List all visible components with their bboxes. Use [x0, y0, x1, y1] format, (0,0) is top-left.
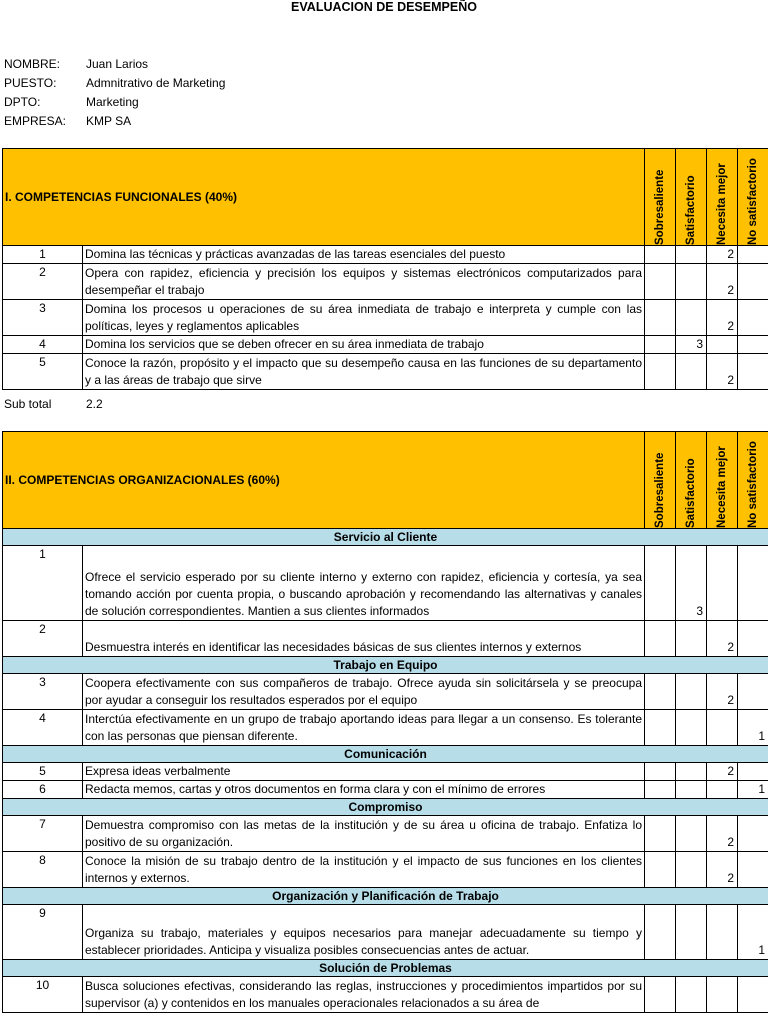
rating-cell — [738, 354, 768, 390]
rating-column-header — [676, 149, 707, 246]
section-header-row — [3, 432, 768, 529]
info-label: DPTO: — [4, 95, 41, 109]
rating-cell — [645, 354, 676, 390]
table-row — [3, 546, 768, 621]
rating-cell — [676, 781, 707, 799]
category-row — [3, 888, 768, 905]
rating-cell — [645, 977, 676, 1013]
table-row — [3, 710, 768, 746]
table-row — [3, 781, 768, 799]
rating-cell — [738, 816, 768, 852]
rating-cell — [676, 246, 707, 264]
rating-cell — [645, 546, 676, 621]
info-label: NOMBRE: — [4, 57, 61, 71]
item-number: 1 — [3, 546, 83, 621]
rating-cell — [738, 621, 768, 657]
rating-cell — [707, 546, 738, 621]
info-value: Marketing — [86, 95, 139, 109]
rating-cell: 1 — [738, 905, 768, 960]
rating-cell — [676, 621, 707, 657]
rating-column-label: Sobresaliente — [654, 169, 666, 245]
category-title: Trabajo en Equipo — [3, 657, 768, 674]
item-number: 7 — [3, 816, 83, 852]
section-header-row — [3, 149, 768, 246]
rating-cell — [645, 621, 676, 657]
rating-cell — [676, 710, 707, 746]
item-description: Domina las técnicas y prácticas avanzadas de las tareas esenciales del puesto — [83, 246, 645, 264]
category-title: Organización y Planificación de Trabajo — [3, 888, 768, 905]
rating-cell — [645, 763, 676, 781]
rating-column-header — [676, 432, 707, 529]
item-description: Domina los procesos u operaciones de su área inmediata de trabajo e interpreta y cumple con las políticas, leyes y reglamentos aplicables — [83, 300, 645, 336]
table-row — [3, 300, 768, 336]
rating-cell — [676, 852, 707, 888]
rating-cell: 2 — [707, 264, 738, 300]
item-description: Desmuestra interés en identificar las necesidades básicas de sus clientes internos y externos — [83, 621, 645, 657]
item-description: Demuestra compromiso con las metas de la institución y de su área u oficina de trabajo. Enfatiza lo positivo de su organización. — [83, 816, 645, 852]
rating-cell — [645, 336, 676, 354]
rating-cell: 2 — [707, 852, 738, 888]
category-row — [3, 657, 768, 674]
item-number: 4 — [3, 336, 83, 354]
item-description: Interctúa efectivamente en un grupo de trabajo aportando ideas para llegar a un consenso. Es tolerante con las personas que piensan diferente. — [83, 710, 645, 746]
rating-cell — [738, 763, 768, 781]
table-row — [3, 816, 768, 852]
rating-column-header — [707, 432, 738, 529]
item-number: 9 — [3, 905, 83, 960]
item-description: Coopera efectivamente con sus compañeros de trabajo. Ofrece ayuda sin solicitársela y se preocupa por ayudar a conseguir los resultados esperados por el equipo — [83, 674, 645, 710]
rating-column-header — [738, 149, 768, 246]
item-number: 5 — [3, 354, 83, 390]
info-value: KMP SA — [86, 114, 132, 128]
category-title: Servicio al Cliente — [3, 529, 768, 546]
category-row — [3, 960, 768, 977]
item-number: 10 — [3, 977, 83, 1013]
section-title: II. COMPETENCIAS ORGANIZACIONALES (60%) — [3, 432, 645, 529]
item-number: 3 — [3, 300, 83, 336]
rating-cell — [738, 977, 768, 1013]
info-row-department — [4, 94, 225, 113]
rating-cell — [645, 905, 676, 960]
category-row — [3, 799, 768, 816]
table-row — [3, 852, 768, 888]
table-row — [3, 354, 768, 390]
rating-cell — [707, 710, 738, 746]
rating-cell — [676, 977, 707, 1013]
table-row — [3, 264, 768, 300]
rating-cell — [645, 816, 676, 852]
rating-cell — [738, 246, 768, 264]
rating-cell — [645, 710, 676, 746]
item-number: 6 — [3, 781, 83, 799]
rating-cell — [676, 300, 707, 336]
item-description: Opera con rapidez, eficiencia y precisión los equipos y sistemas electrónicos computarizados para desempeñar el trabajo — [83, 264, 645, 300]
item-number: 2 — [3, 621, 83, 657]
employee-info — [4, 56, 225, 132]
rating-cell — [707, 977, 738, 1013]
item-number: 4 — [3, 710, 83, 746]
rating-cell — [738, 336, 768, 354]
rating-cell — [676, 905, 707, 960]
rating-cell — [645, 852, 676, 888]
category-title: Solución de Problemas — [3, 960, 768, 977]
rating-column-label: Necesita mejor — [716, 163, 728, 245]
info-row-company — [4, 113, 225, 132]
rating-cell — [738, 264, 768, 300]
table-row — [3, 246, 768, 264]
rating-cell — [645, 300, 676, 336]
rating-cell — [738, 674, 768, 710]
table-row — [3, 763, 768, 781]
rating-cell — [645, 246, 676, 264]
subtotal-value: 2.2 — [86, 397, 103, 411]
subtotal — [4, 397, 103, 411]
rating-cell: 1 — [738, 781, 768, 799]
rating-column-header — [645, 432, 676, 529]
page-title: EVALUACION DE DESEMPEÑO — [291, 0, 477, 14]
category-row — [3, 746, 768, 763]
item-description: Conoce la razón, propósito y el impacto que su desempeño causa en las funciones de su departamento y a las áreas de trabajo que sirve — [83, 354, 645, 390]
rating-cell: 2 — [707, 674, 738, 710]
item-description: Redacta memos, cartas y otros documentos en forma clara y con el mínimo de errores — [83, 781, 645, 799]
rating-cell — [645, 264, 676, 300]
category-row — [3, 529, 768, 546]
rating-column-header — [645, 149, 676, 246]
rating-column-label: Necesita mejor — [716, 446, 728, 528]
item-number: 8 — [3, 852, 83, 888]
rating-cell — [707, 905, 738, 960]
organizational-competencies-table — [2, 431, 768, 1013]
rating-cell: 2 — [707, 763, 738, 781]
rating-cell — [738, 852, 768, 888]
rating-cell — [707, 336, 738, 354]
item-number: 3 — [3, 674, 83, 710]
table-row — [3, 905, 768, 960]
rating-cell: 2 — [707, 300, 738, 336]
table-row — [3, 674, 768, 710]
item-number: 2 — [3, 264, 83, 300]
info-label: PUESTO: — [4, 76, 57, 90]
functional-competencies-table — [2, 148, 768, 390]
rating-cell — [676, 763, 707, 781]
info-row-name — [4, 56, 225, 75]
rating-column-label: No satisfactorio — [747, 441, 759, 528]
subtotal-label: Sub total — [4, 397, 52, 411]
rating-cell — [738, 300, 768, 336]
rating-cell — [645, 674, 676, 710]
rating-cell: 3 — [676, 546, 707, 621]
rating-cell: 2 — [707, 246, 738, 264]
rating-column-label: No satisfactorio — [747, 158, 759, 245]
rating-cell — [645, 781, 676, 799]
rating-cell: 1 — [738, 710, 768, 746]
category-title: Comunicación — [3, 746, 768, 763]
table-row — [3, 336, 768, 354]
item-number: 1 — [3, 246, 83, 264]
item-description: Busca soluciones efectivas, considerando las reglas, instrucciones y procedimientos impartidos por su supervisor (a) y contenidos en los manuales operacionales relacionados a su área de — [83, 977, 645, 1013]
rating-cell — [676, 264, 707, 300]
rating-column-header — [738, 432, 768, 529]
category-title: Compromiso — [3, 799, 768, 816]
rating-column-label: Satisfactorio — [685, 458, 697, 528]
item-description: Ofrece el servicio esperado por su cliente interno y externo con rapidez, eficiencia y cortesía, ya sea tomando acción por cuenta propia, o buscando aprobación y recomendando las alternativas y canales de solución correspondientes. Mantien a sus clientes informados — [83, 546, 645, 621]
rating-cell: 2 — [707, 621, 738, 657]
rating-column-header — [707, 149, 738, 246]
info-value: Admnitrativo de Marketing — [86, 76, 226, 90]
rating-cell — [676, 674, 707, 710]
item-description: Domina los servicios que se deben ofrecer en su área inmediata de trabajo — [83, 336, 645, 354]
item-number: 5 — [3, 763, 83, 781]
rating-cell: 2 — [707, 354, 738, 390]
info-row-position — [4, 75, 225, 94]
rating-cell — [707, 781, 738, 799]
rating-cell — [676, 354, 707, 390]
rating-column-label: Sobresaliente — [654, 452, 666, 528]
table-row — [3, 621, 768, 657]
item-description: Conoce la misión de su trabajo dentro de la institución y el impacto de sus funciones en los clientes internos y externos. — [83, 852, 645, 888]
table-row — [3, 977, 768, 1013]
info-label: EMPRESA: — [4, 114, 67, 128]
rating-cell — [676, 816, 707, 852]
section-title: I. COMPETENCIAS FUNCIONALES (40%) — [3, 149, 645, 246]
item-description: Organiza su trabajo, materiales y equipos necesarios para manejar adecuadamente su tiempo y establecer prioridades. Anticipa y visualiza posibles consecuencias antes de actuar. — [83, 905, 645, 960]
info-value: Juan Larios — [86, 57, 149, 71]
rating-cell — [738, 546, 768, 621]
rating-cell: 2 — [707, 816, 738, 852]
rating-cell: 3 — [676, 336, 707, 354]
item-description: Expresa ideas verbalmente — [83, 763, 645, 781]
rating-column-label: Satisfactorio — [685, 175, 697, 245]
